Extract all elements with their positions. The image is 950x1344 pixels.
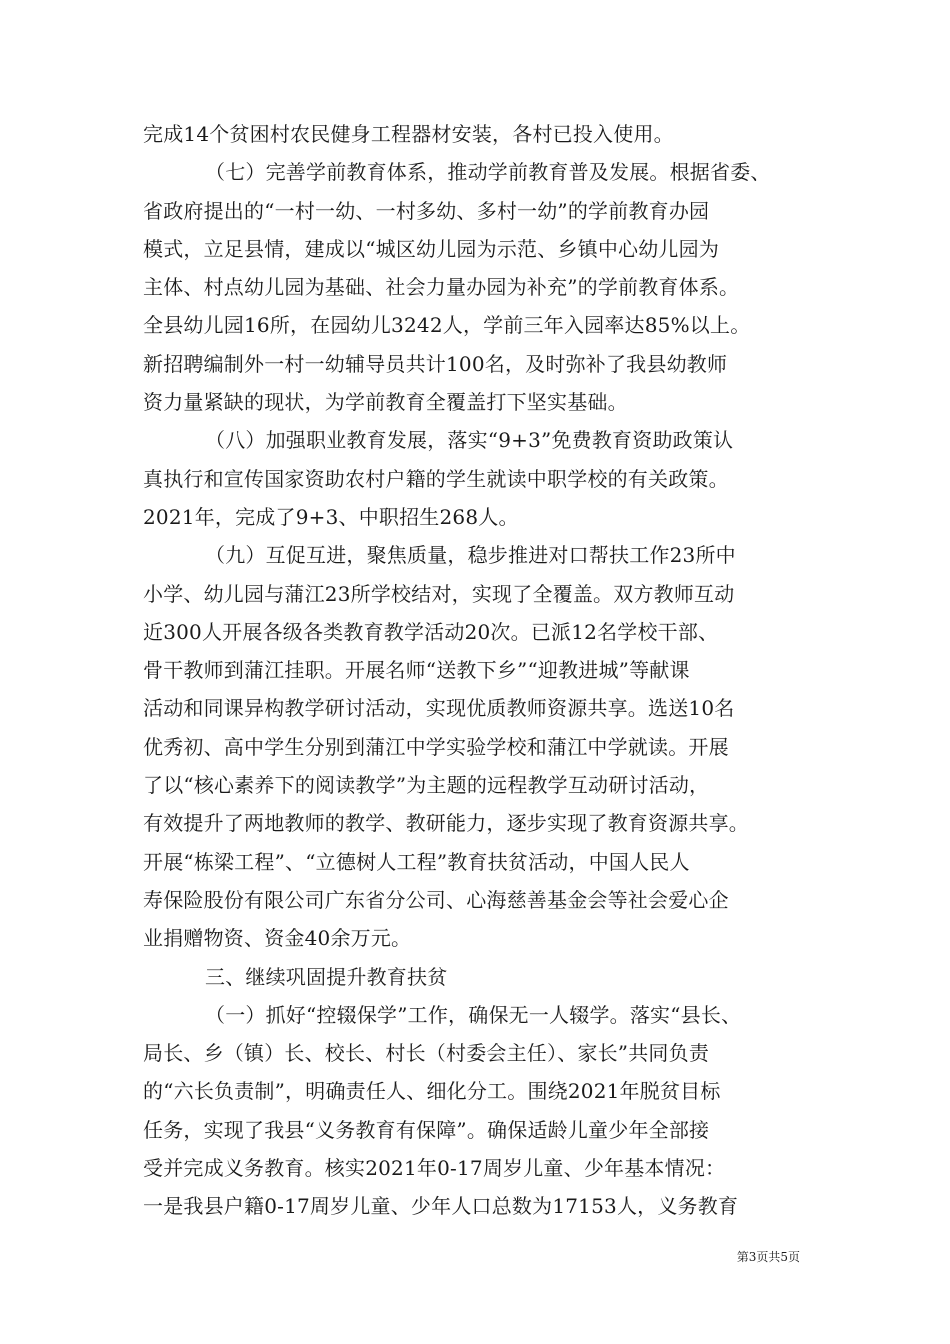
text-line: 局长、乡（镇）长、校长、村长（村委会主任）、家长”共同负责 bbox=[143, 1041, 710, 1066]
text-line: 任务，实现了我县“义务教育有保障”。确保适龄儿童少年全部接 bbox=[143, 1117, 710, 1142]
text-line: 小学、幼儿园与蒲江23所学校结对，实现了全覆盖。双方教师互动 bbox=[143, 581, 735, 606]
text-line: 完成14个贫困村农民健身工程器材安装，各村已投入使用。 bbox=[143, 122, 674, 146]
text-line: 新招聘编制外一村一幼辅导员共计100名，及时弥补了我县幼教师 bbox=[143, 351, 728, 376]
document-body bbox=[143, 115, 823, 1226]
text-line: 的“六长负责制”，明确责任人、细化分工。围绕2021年脱贫目标 bbox=[143, 1079, 721, 1104]
text-line: 开展“栋梁工程”、“立德树人工程”教育扶贫活动，中国人民人 bbox=[143, 849, 690, 874]
text-line: 省政府提出的“一村一幼、一村多幼、多村一幼”的学前教育办园 bbox=[143, 198, 710, 223]
text-line: 业捐赠物资、资金40余万元。 bbox=[143, 926, 412, 951]
text-line: 主体、村点幼儿园为基础、社会力量办园为补充”的学前教育体系。 bbox=[143, 275, 740, 300]
text-line: 受并完成义务教育。核实2021年0-17周岁儿童、少年基本情况： bbox=[143, 1156, 726, 1181]
paragraph-heading-8: （八）加强职业教育发展，落实“9+3”免费教育资助政策认 bbox=[205, 428, 734, 453]
paragraph-heading-1: （一）抓好“控辍保学”工作，确保无一人辍学。落实“县长、 bbox=[205, 1002, 742, 1027]
paragraph-heading-7: （七）完善学前教育体系，推动学前教育普及发展。根据省委、 bbox=[205, 160, 771, 185]
page-number: 第3页共5页 bbox=[736, 1250, 800, 1264]
text-line: 全县幼儿园16所，在园幼儿3242人，学前三年入园率达85%以上。 bbox=[143, 313, 751, 338]
text-line: 近300人开展各级各类教育教学活动20次。已派12名学校干部、 bbox=[143, 619, 719, 644]
text-line: 一是我县户籍0-17周岁儿童、少年人口总数为17153人，义务教育 bbox=[143, 1194, 739, 1219]
text-line: 有效提升了两地教师的教学、教研能力，逐步实现了教育资源共享。 bbox=[143, 811, 749, 836]
text-line: 骨干教师到蒲江挂职。开展名师“送教下乡”“迎教进城”等献课 bbox=[143, 658, 690, 683]
text-line: 真执行和宣传国家资助农村户籍的学生就读中职学校的有关政策。 bbox=[143, 466, 729, 491]
section-heading-3: 三、继续巩固提升教育扶贫 bbox=[205, 964, 448, 989]
text-line: 2021年，完成了9+3、中职招生268人。 bbox=[143, 504, 519, 529]
text-line: 模式，立足县情，建成以“城区幼儿园为示范、乡镇中心幼儿园为 bbox=[143, 236, 720, 261]
text-line: 寿保险股份有限公司广东省分公司、心海慈善基金会等社会爱心企 bbox=[143, 887, 729, 912]
text-line: 资力量紧缺的现状，为学前教育全覆盖打下坚实基础。 bbox=[143, 390, 628, 415]
paragraph-heading-9: （九）互促互进，聚焦质量，稳步推进对口帮扶工作23所中 bbox=[205, 543, 736, 568]
text-line: 优秀初、高中学生分别到蒲江中学实验学校和蒲江中学就读。开展 bbox=[143, 734, 729, 759]
text-line: 了以“核心素养下的阅读教学”为主题的远程教学互动研讨活动， bbox=[143, 773, 710, 798]
text-line: 活动和同课异构教学研讨活动，实现优质教师资源共享。选送10名 bbox=[143, 696, 735, 721]
